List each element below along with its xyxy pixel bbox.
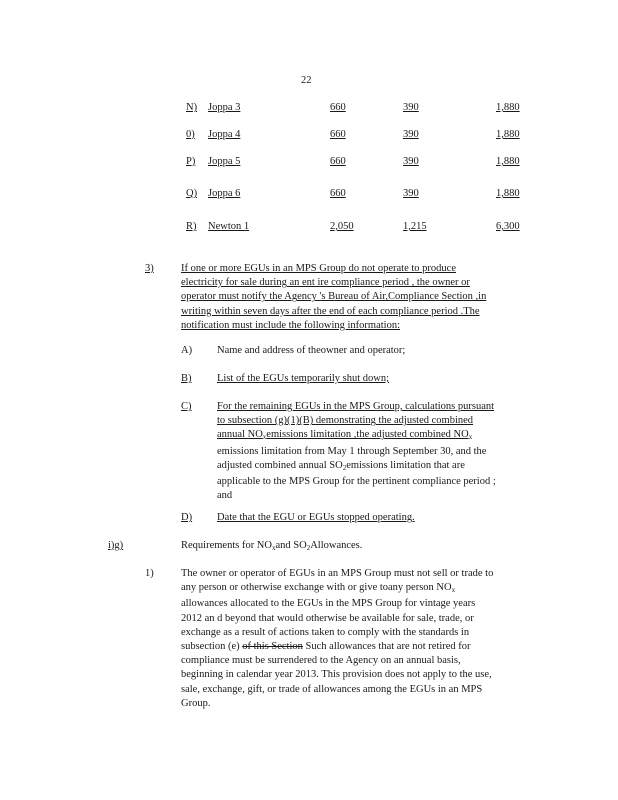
paragraph-line: operator must notify the Agency 's Bureau of Air,Compliance Section ,in [181, 291, 487, 303]
value-1: 660 [330, 102, 346, 113]
paragraph-line: allowances allocated to the EGUs in the MPS Group for vintage years [181, 598, 476, 610]
paragraph-line: to subsection (g)(1)(B) demonstrating the adjusted combined [217, 415, 474, 427]
item-c-text [217, 400, 535, 503]
value-2: 1,215 [403, 221, 427, 232]
paragraph-line: For the remaining EGUs in the MPS Group, calculations pursuant [217, 401, 495, 412]
paragraph-line: and [217, 490, 233, 502]
line-text: Such allowances that are not retired for [305, 641, 471, 653]
paragraph-line: writing within seven days after the end of each compliance period .The [181, 305, 480, 317]
section-g-label: i)g) [108, 540, 124, 551]
paragraph-line [181, 640, 539, 654]
item-b-text: List of the EGUs temporarily shut down; [217, 373, 390, 384]
item-d-label: D) [181, 512, 193, 523]
unit-name: Newton 1 [208, 221, 250, 232]
paragraph-line: exchange as a result of actions taken to comply with the standards in [181, 626, 470, 638]
value-3: 1,880 [496, 129, 520, 140]
row-label: N) [186, 102, 198, 113]
line-text: any person or otherwise exchange with or give toany person NO [181, 582, 452, 594]
value-2: 390 [403, 188, 419, 199]
item-a-text: Name and address of theowner and operator; [217, 345, 406, 356]
paragraph-line: compliance must be surrendered to the Agency on an annual basis, [181, 655, 461, 667]
paragraph-line [217, 459, 535, 475]
value-3: 6,300 [496, 221, 520, 232]
value-1: 660 [330, 188, 346, 199]
unit-name: Joppa 6 [208, 188, 241, 199]
unit-name: Joppa 5 [208, 156, 241, 167]
value-1: 660 [330, 156, 346, 167]
paragraph-line: The owner or operator of EGUs in an MPS Group must not sell or trade to [181, 568, 494, 579]
subscript-x: x [468, 433, 473, 442]
paragraph-line: beginning in calendar year 2013. This provision does not apply to the use, [181, 669, 492, 681]
paragraph-line: If one or more EGUs in an MPS Group do not operate to produce [181, 263, 456, 274]
section-3-number: 3) [145, 263, 154, 274]
line-text: annual NO [217, 429, 263, 441]
paragraph-line: applicable to the MPS Group for the pertinent compliance period ; [217, 476, 496, 488]
paragraph-line: sale, exchange, gift, or trade of allowances among the EGUs in an MPS [181, 683, 483, 695]
paragraph-line: 2012 an d beyond that would otherwise be available for sale, trade, or [181, 612, 474, 624]
subscript-2: 2 [306, 544, 311, 552]
unit-name: Joppa 3 [208, 102, 241, 113]
row-label: 0) [186, 129, 195, 140]
item-a-label: A) [181, 345, 193, 356]
section-3-paragraph [181, 262, 531, 333]
paragraph-line [217, 428, 535, 444]
value-1: 2,050 [330, 221, 354, 232]
row-label: R) [186, 221, 197, 232]
paragraph-line [181, 581, 539, 597]
heading-text: Allowances. [310, 540, 363, 551]
subscript-x: x [271, 544, 276, 552]
subscript-x: x [262, 433, 267, 442]
item-d-text: Date that the EGU or EGUs stopped operating. [217, 512, 415, 523]
line-text: emissions limitation ,the adjusted combined NO [266, 429, 469, 441]
line-text: adjusted combined annual SO [217, 459, 343, 471]
subscript-2: 2 [342, 463, 347, 472]
section-1-paragraph [181, 567, 539, 711]
paragraph-line: electricity for sale during an ent ire compliance period , the owner or [181, 277, 470, 289]
section-1-number: 1) [145, 568, 154, 579]
unit-name: Joppa 4 [208, 129, 241, 140]
struck-text: of this Section [242, 641, 303, 653]
value-2: 390 [403, 129, 419, 140]
item-b-label: B) [181, 373, 192, 384]
line-text: emissions limitation that are [346, 459, 465, 471]
subscript-x: x [451, 586, 456, 595]
paragraph-line: Group. [181, 697, 211, 709]
line-text: subsection (e) [181, 641, 240, 653]
paragraph-line: emissions limitation from May 1 through September 30, and the [217, 445, 487, 457]
item-c-label: C) [181, 401, 192, 412]
heading-text: and SO [275, 540, 307, 551]
value-3: 1,880 [496, 188, 520, 199]
value-3: 1,880 [496, 156, 520, 167]
value-3: 1,880 [496, 102, 520, 113]
heading-text: Requirements for NO [181, 540, 272, 551]
value-2: 390 [403, 156, 419, 167]
paragraph-line: notification must include the following information: [181, 319, 401, 331]
row-label: Q) [186, 188, 198, 199]
row-label: P) [186, 156, 196, 167]
value-2: 390 [403, 102, 419, 113]
section-g-heading [181, 539, 362, 555]
page-number: 22 [301, 75, 312, 86]
value-1: 660 [330, 129, 346, 140]
